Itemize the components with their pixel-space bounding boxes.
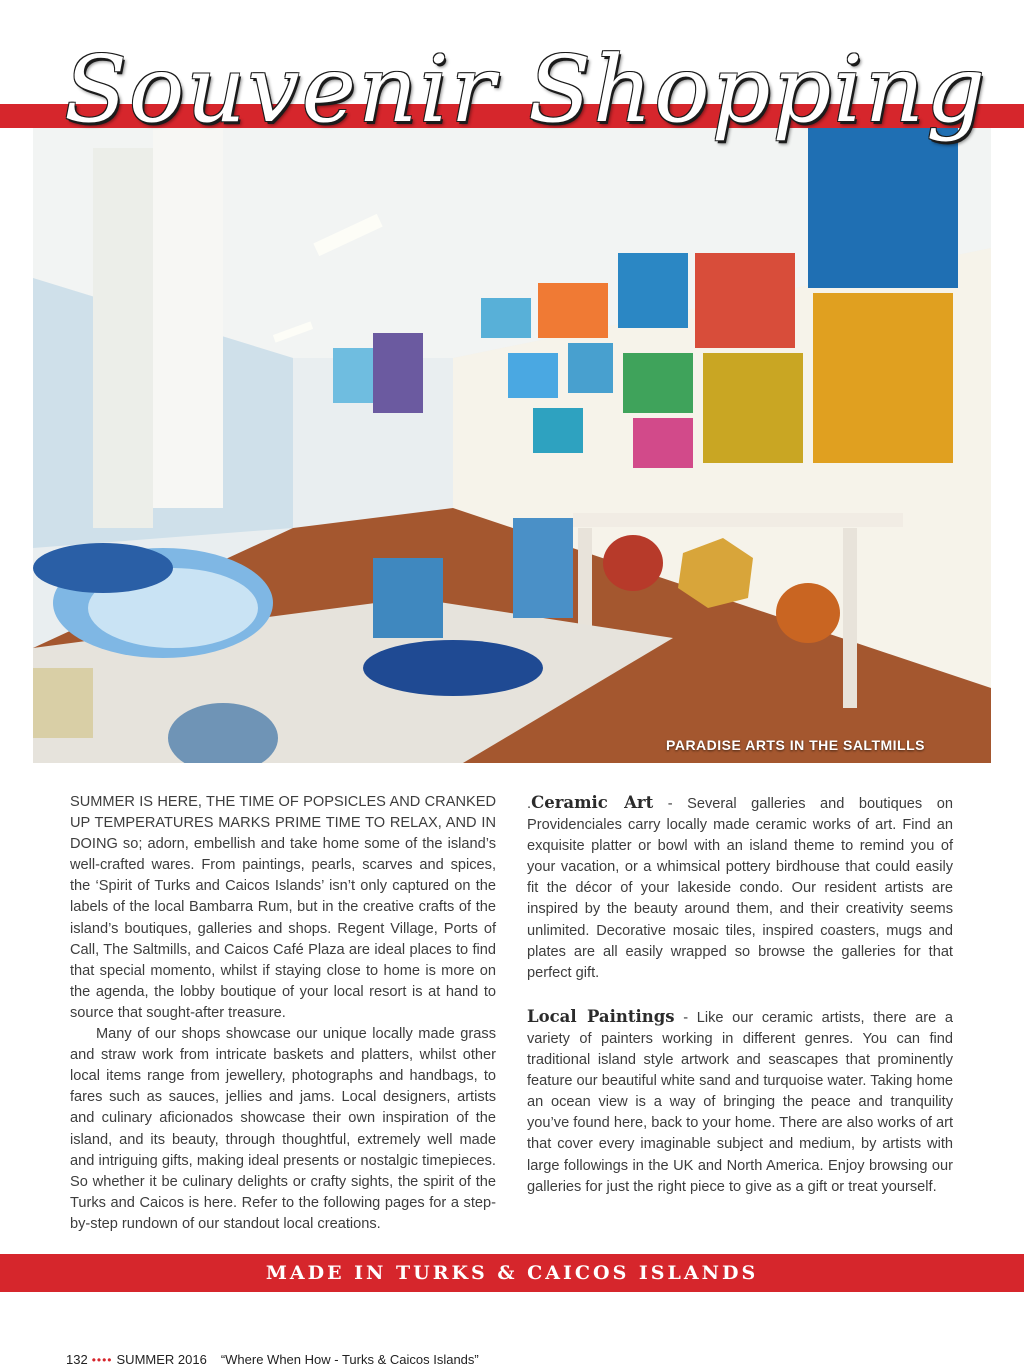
paintings-paragraph bbox=[527, 1006, 953, 1198]
page-number: 132 bbox=[66, 1352, 88, 1367]
footer-dots: •••• bbox=[91, 1353, 113, 1367]
ceramic-heading: Ceramic Art bbox=[531, 793, 654, 812]
page-title: Souvenir Shopping bbox=[64, 36, 988, 143]
shops-paragraph: Many of our shops showcase our unique locally made grass and straw work from intricate baskets and platters, whilst other local items range from jewellery, photographs and handbags, to fares such as sauces, jellies and jams. Local designers, artists and culinary aficionados showcase their own inspiration of the island, and its beauty, through thoughtful, extremely well made and intriguing gifts, making ideal presents or nostalgic timepieces. So whether it be culinary delights or crafty sights, the spirit of the Turks and Caicos is here. Refer to the following pages for a step-by-step rundown of our standout local creations. bbox=[70, 1026, 496, 1232]
footer-season: SUMMER 2016 bbox=[116, 1352, 207, 1367]
intro-text: so; adorn, embellish and take home some of the island’s well-crafted wares. From paintings, pearls, scarves and spices, the ‘Spirit of Turks and Caicos Islands’ isn’t only captured on the labels of the local Bambarra Rum, but in the creative crafts of the island’s boutiques, galleries and shops. Regent Village, Ports of Call, The Saltmills, and Caicos Café Plaza are ideal places to find that special momento, whilst if staying close to home is more on the agenda, the lobby boutique of your local resort is at hand to source that sought-after treasure. bbox=[70, 836, 496, 1021]
footer-publication: “Where When How - Turks & Caicos Islands” bbox=[220, 1352, 479, 1367]
photo-caption: PARADISE ARTS IN THE SALTMILLS bbox=[666, 737, 925, 753]
paintings-heading: Local Paintings bbox=[527, 1006, 675, 1026]
section-banner bbox=[0, 1254, 1024, 1292]
gallery-photo bbox=[33, 128, 991, 763]
section-banner-label: MADE IN TURKS & CAICOS ISLANDS bbox=[265, 1262, 759, 1284]
left-column bbox=[70, 792, 496, 1235]
intro-paragraph bbox=[70, 792, 496, 1024]
intro-caps: SUMMER IS HERE, THE TIME OF POPSICLES AND CRANKED UP TEMPERATURES MARKS PRIME TIME TO RELAX, AND IN DOING bbox=[70, 794, 496, 853]
ceramic-lead-mark: . bbox=[527, 796, 532, 812]
page-footer bbox=[66, 1352, 479, 1367]
ceramic-text: - Several galleries and boutiques on Providenciales carry locally made ceramic works of art. Find an exquisite platter or bowl with an island theme to remind you of your vacation, or a whimsical pottery birdhouse that could easily fit the décor of your lakeside condo. Our resident artists are inspired by the beauty around them, and their creativity seems unlimited. Decorative mosaic tiles, inspired coasters, mugs and plates are all easily wrapped so browse the galleries for that perfect gift. bbox=[527, 796, 953, 981]
gallery-interior-illustration bbox=[33, 128, 991, 763]
right-column bbox=[527, 792, 953, 1198]
ceramic-paragraph bbox=[527, 792, 953, 984]
paintings-text: - Like our ceramic artists, there are a variety of painters working in different genres. You can find traditional island style artwork and seascapes that prominently feature our beautiful white sand and turquoise water. Taking home an ocean view is a way of bringing the peace and tranquility you’ve found here, back to your home. There are also works of art that cover every imaginable subject and medium, by artists with large followings in the UK and North America. Enjoy browsing our galleries for just the right piece to give as a gift or treat yourself. bbox=[527, 1009, 953, 1195]
